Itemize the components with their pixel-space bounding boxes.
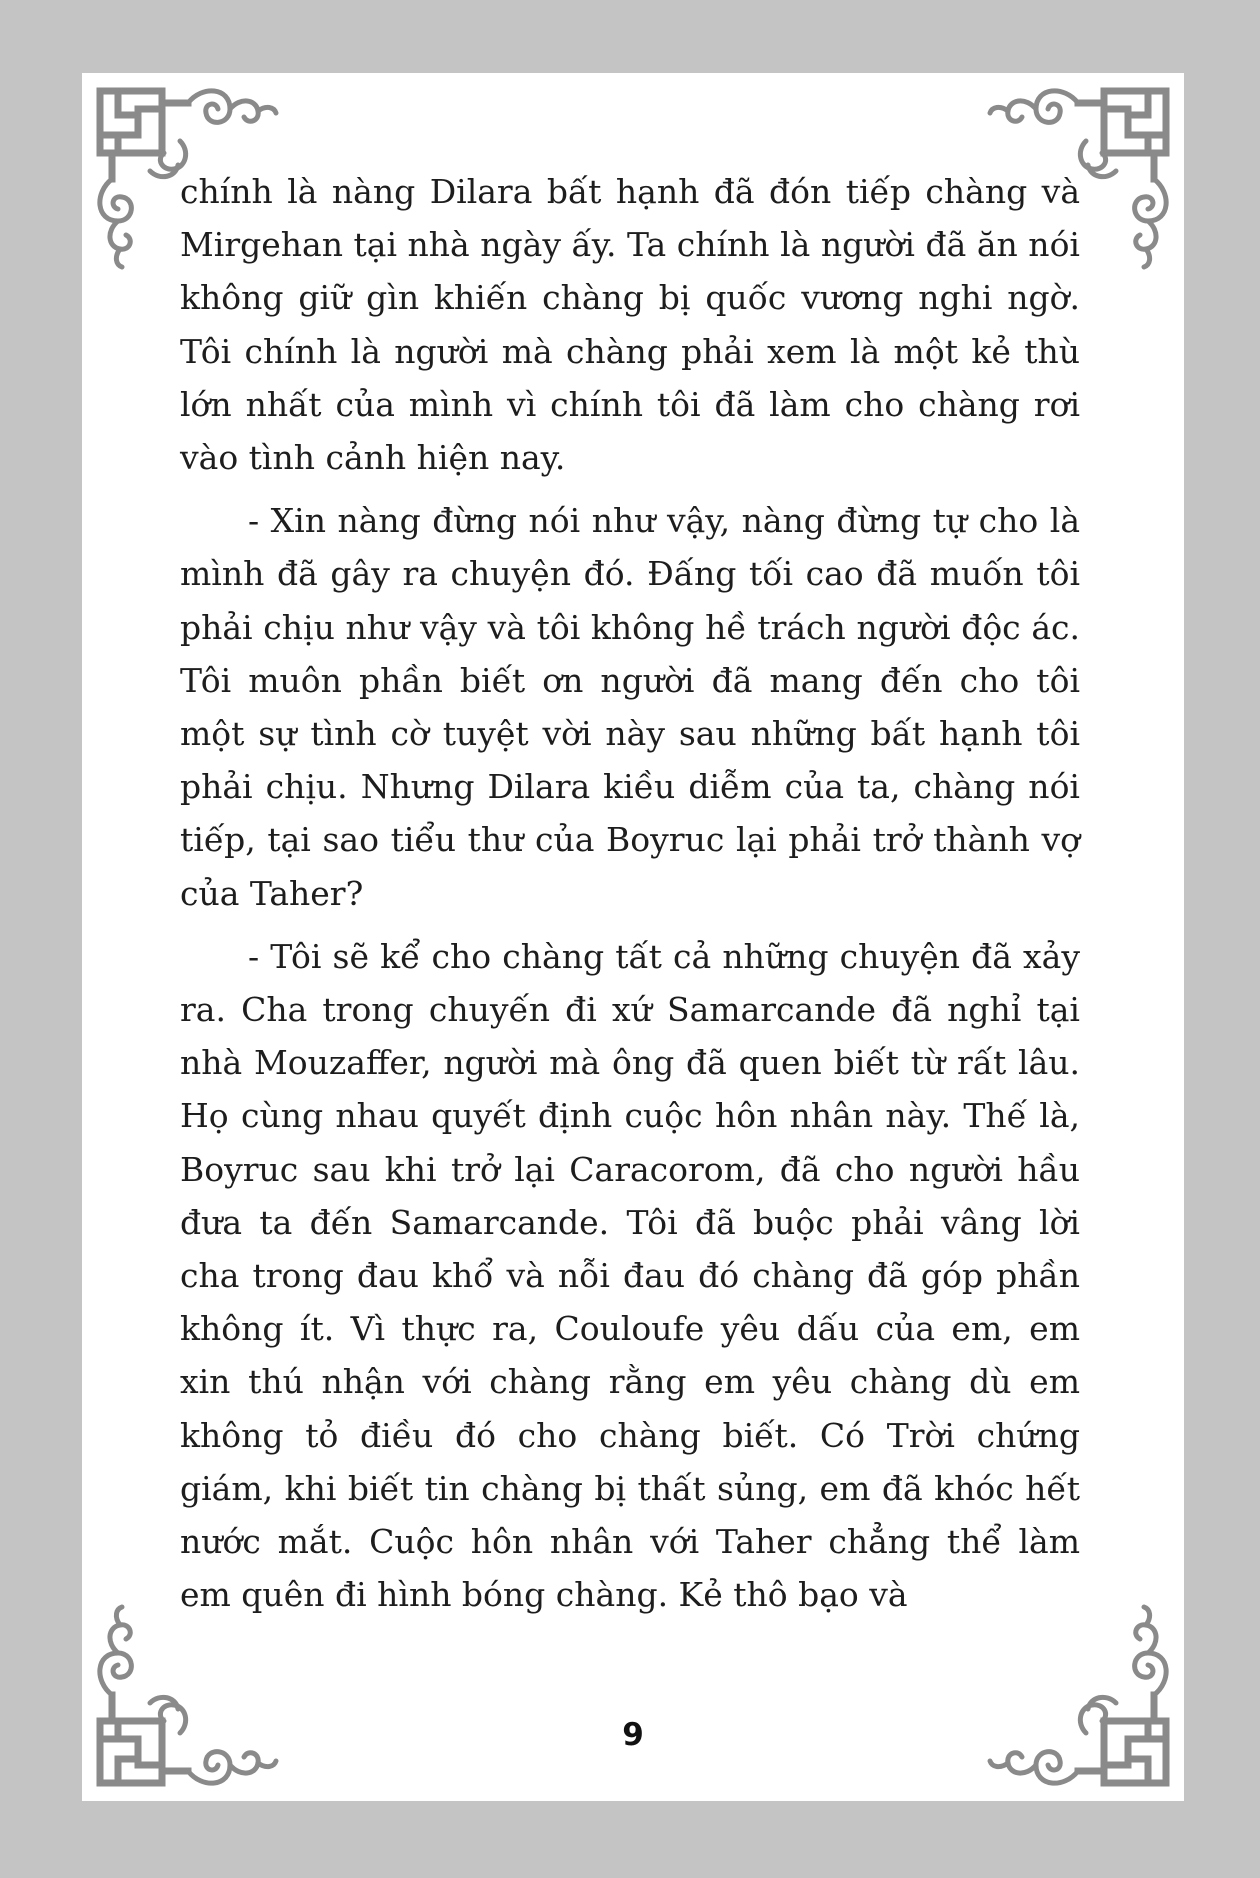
book-page	[82, 73, 1184, 1801]
page-number: 9	[622, 1717, 644, 1753]
paragraph: - Xin nàng đừng nói như vậy, nàng đừng tự cho là mình đã gây ra chuyện đó. Đấng tối cao đã muốn tôi phải chịu như vậy và tôi không hề trách người độc ác. Tôi muôn phần biết ơn người đã mang đến cho tôi một sự tình cờ tuyệt vời này sau những bất hạnh tôi phải chịu. Nhưng Dilara kiều diễm của ta, chàng nói tiếp, tại sao tiểu thư của Boyruc lại phải trở thành vợ của Taher?	[180, 501, 1080, 913]
paragraph: - Tôi sẽ kể cho chàng tất cả những chuyện đã xảy ra. Cha trong chuyến đi xứ Samarcande đã nghỉ tại nhà Mouzaffer, người mà ông đã quen biết từ rất lâu. Họ cùng nhau quyết định cuộc hôn nhân này. Thế là, Boyruc sau khi trở lại Caracorom, đã cho người hầu đưa ta đến Samarcande. Tôi đã buộc phải vâng lời cha trong đau khổ và nỗi đau đó chàng đã góp phần không ít. Vì thực ra, Couloufe yêu dấu của em, em xin thú nhận với chàng rằng em yêu chàng dù em không tỏ điều đó cho chàng biết. Có Trời chứng giám, khi biết tin chàng bị thất sủng, em đã khóc hết nước mắt. Cuộc hôn nhân với Taher chẳng thể làm em quên đi hình bóng chàng. Kẻ thô bạo và	[180, 936, 1080, 1615]
body-text	[180, 165, 1080, 1631]
paragraph: chính là nàng Dilara bất hạnh đã đón tiếp chàng và Mirgehan tại nhà ngày ấy. Ta chính là người đã ăn nói không giữ gìn khiến chàng bị quốc vương nghi ngờ. Tôi chính là người mà chàng phải xem là một kẻ thù lớn nhất của mình vì chính tôi đã làm cho chàng rơi vào tình cảnh hiện nay.	[180, 172, 1080, 478]
